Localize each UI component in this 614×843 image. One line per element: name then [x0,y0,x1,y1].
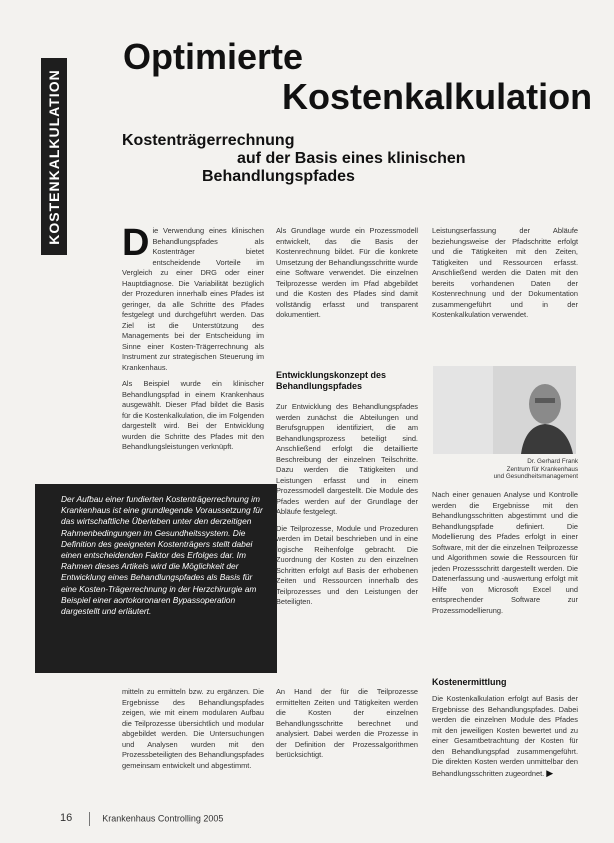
paragraph: An Hand der für die Teilprozesse ermittelten Zeiten und Tätigkeiten werden die Kosten der einzelnen Behandlungsschritte berechnet und analysiert. Dabei werden die Prozesse in der Definition der Prozessalgorithmen berücksichtigt. [276,687,418,759]
section-sidebar-tab [41,58,67,255]
pull-quote-box [35,484,277,673]
caption-line: Zentrum für Krankenhaus [506,465,578,473]
paragraph: Als Beispiel wurde ein klinischer Behandlungspfad in einem Krankenhaus ausgewählt. Dieser Pfad bildet die Basis für die Kostenkalkulation, die im Folgenden dargestellt wird. Bei der Entwicklung wurden die Schritte des Pfades mit den Behandlungsleistungen verknüpft. [122,379,264,451]
page-footer [60,812,223,826]
pull-quote-text: Der Aufbau einer fundierten Kostenträgerrechnung im Krankenhaus ist eine grundlegende Voraussetzung für das wirtschaftliche Überleben unter den derzeitigen Rahmenbedingungen im Gesundheitssystem. Die Definition des geeigneten Kostenträgers stellt dabei einen entscheidenden Faktor des Erfolges dar. Im Rahmen dieses Artikels wird die Möglichkeit der Entwicklung eines Behandlungspfades als Basis für eine Kosten-Trägerrechnung in der Herzchirurgie am Beispiel einer aortokoronaren Bypassoperation dargestellt und erläutert. [61,494,263,617]
paragraph: Als Grundlage wurde ein Prozessmodell entwickelt, das die Basis der Kostenrechnung bildet. Für die konkrete Umsetzung der Behandlungsschritte wurde eine Software verwendet. Die einzelnen Teilprozesse werden im Pfad abgebildet und die Kosten des Pfades sind damit vollständig erfasst und transparent dokumentiert. [276,226,418,319]
paragraph-text: Die Kostenkalkulation erfolgt auf Basis der Ergebnisse des Behandlungspfades. Dabei werden die einzelnen Module des Pfades mit den jeweiligen Kosten bewertet und zu einer Gesamtbetrachtung der Kosten für den Behandlungspfad zusammengeführt. Die direkten Kosten werden unmittelbar den Behandlungsschritten zugeordnet. [432,694,578,778]
page-number: 16 [60,812,73,825]
column-2-bottom [276,687,418,797]
section-heading-kostenermittlung: Kostenermittlung [432,677,507,687]
paragraph: Leistungserfassung der Abläufe beziehungsweise der Pfadschritte erfolgt und die Tätigkeiten mit den Zeiten, Tätigkeiten und Ressourcen erfasst. Anschließend werden die Daten mit den bereits vorhandenen Daten der Kostenrechnung und der Dokumentation zusammengeführt und in der Kostenkalkulation verwendet. [432,226,578,319]
paragraph: Nach einer genauen Analyse und Kontrolle werden die Ergebnisse mit den Behandlungsschritten abgestimmt und die Behandlungspfade definiert. Die Modellierung des Pfades erfolgt in einer Software, mit der die einzelnen Teilprozesse und Algorithmen sowie die Ressourcen für jeden Prozessschritt dargestellt werden. Die Datenerfassung und -auswertung erfolgt mit Hilfe von Microsoft Excel und entsprechender Software zur Prozessmodellierung. [432,490,578,615]
column-1-bottom [122,687,264,797]
section-label: KOSTENKALKULATION [46,68,62,245]
column-3-bottom [432,694,578,797]
photo-caption [433,458,578,481]
column-3-middle [432,490,578,670]
column-2-top [276,226,418,356]
author-portrait-icon [433,366,576,454]
subtitle-line-3: Behandlungspfades [202,168,355,185]
section-heading-entwicklungskonzept: Entwicklungskonzept des Behandlungspfades [276,370,387,391]
caption-line: und Gesundheitsmanagement [493,473,578,481]
continue-arrow-icon: ▶ [546,767,554,778]
footer-divider [89,812,90,826]
paragraph: Die Teilprozesse, Module und Prozeduren werden im Detail beschrieben und in eine logische Reihenfolge gebracht. Die Zuordnung der Kosten zu den einzelnen Schritten erfolgt auf Basis der erhobenen Zeiten und Ressourcen innerhalb des Teilprozesses und den Leistungen der Beteiligten. [276,523,418,606]
title-line-2: Kostenkalkulation [282,76,593,117]
title-line-1: Optimierte [123,36,304,77]
subtitle-line-2: auf der Basis eines klinischen [237,150,466,167]
column-2-middle [276,402,418,677]
paragraph [122,226,264,373]
caption-line: Dr. Gerhard Frank [527,458,578,465]
subtitle-line-1: Kostenträgerrechnung [122,132,295,149]
column-3-top [432,226,578,364]
paragraph: mitteln zu ermitteln bzw. zu ergänzen. Die Ergebnisse des Behandlungspfades zeigen, wie mit einem modularen Aufbau die Teilprozesse übersichtlich und modular abgebildet werden. Die Untersuchungen und Analysen wurden mit den Prozessbeteiligten des Behandlungspfades gemeinsam entwickelt und abgestimmt. [122,687,264,770]
paragraph: Zur Entwicklung des Behandlungspfades werden zunächst die Abteilungen und Berufsgruppen identifiziert, die am Behandlungsprozess beteiligt sind. Anschließend erfolgt die detaillierte Beschreibung der einzelnen Teilschritte. Dazu werden die Tätigkeiten und Leistungen erfasst und in einem Prozessmodell dargestellt. Die Module des Pfades werden auf der Grundlage der Abläufe festgelegt. [276,402,418,516]
publication-name: Krankenhaus Controlling 2005 [102,813,224,824]
drop-cap: D [122,226,150,264]
column-1-top [122,226,264,479]
author-photo [433,366,576,454]
paragraph [432,694,578,779]
paragraph-text: ie Verwendung eines klinischen Behandlungspfades als Kostenträger bietet entscheidende Vorteile im Vergleich zu einer DRG oder einer Hauptdiagnose. Die Variabilität bezüglich der Prozeduren innerhalb eines Pfades ist geringer, da alle Schritte des Pfades festgelegt und durchgeführt werden. Das Ziel ist die Unterstützung des Managements bei der Entscheidung im Sinne einer Kosten-Trägerrechnung als Instrument zur strategischen Steuerung im Krankenhaus. [122,226,264,372]
